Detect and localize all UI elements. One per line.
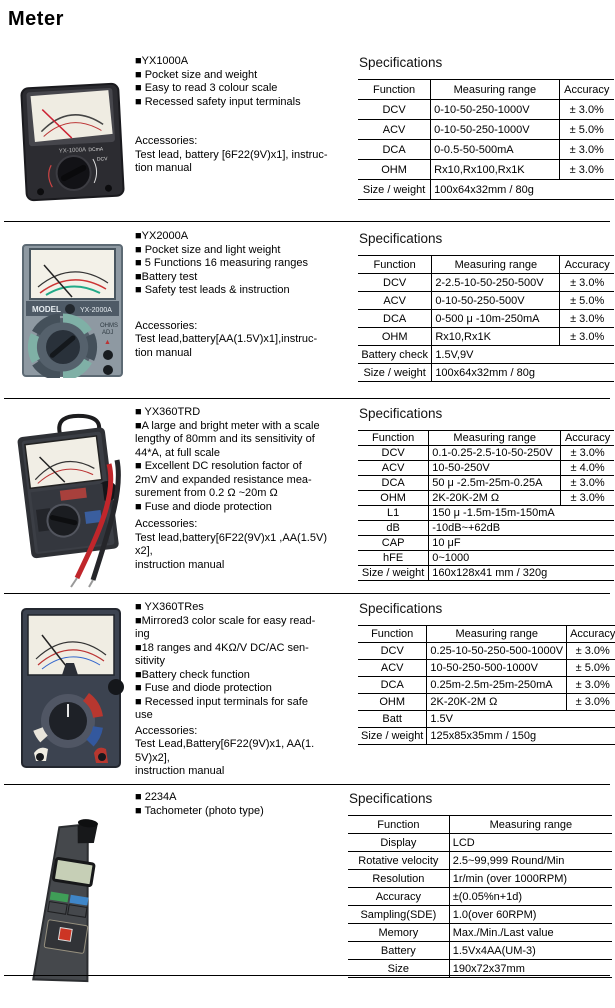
spec-function-cell: Rotative velocity bbox=[348, 852, 449, 870]
spec-function-cell: DCA bbox=[358, 140, 431, 160]
multimeter-illustration bbox=[14, 78, 132, 206]
spec-value-cell: ± 3.0% bbox=[567, 677, 615, 694]
accessory-line: Accessories: bbox=[135, 135, 198, 147]
spec-function-cell: ACV bbox=[358, 292, 432, 310]
section-divider bbox=[4, 593, 610, 594]
feature-line: ■ 5 Functions 16 measuring ranges bbox=[135, 257, 308, 269]
spec-header-cell: Function bbox=[358, 80, 431, 100]
spec-function-cell: hFE bbox=[358, 551, 429, 566]
spec-row bbox=[348, 834, 612, 852]
spec-row bbox=[358, 292, 614, 310]
spec-value-cell: 125x85x35mm / 150g bbox=[427, 728, 615, 745]
specifications-panel bbox=[358, 406, 614, 581]
spec-value-cell: 0-10-50-250-500V bbox=[432, 292, 560, 310]
product-description bbox=[135, 791, 360, 818]
spec-value-cell: 100x64x32mm / 80g bbox=[432, 364, 614, 382]
svg-text:DCV: DCV bbox=[96, 156, 108, 163]
feature-line: ■ Excellent DC resolution factor of bbox=[135, 460, 302, 472]
feature-line: ■YX2000A bbox=[135, 230, 189, 242]
multimeter-illustration bbox=[16, 243, 128, 378]
feature-line: ■YX1000A bbox=[135, 55, 189, 67]
spec-row bbox=[358, 521, 614, 536]
spec-row bbox=[358, 274, 614, 292]
spec-table bbox=[358, 255, 614, 382]
spec-value-cell: 2K-20K-2M Ω bbox=[429, 491, 561, 506]
feature-line: ■Battery test bbox=[135, 270, 198, 283]
accessory-line: tion manual bbox=[135, 162, 192, 174]
accessories-list bbox=[135, 135, 360, 176]
spec-row bbox=[348, 942, 612, 960]
product-photo-yx1000a bbox=[14, 78, 132, 206]
spec-value-cell: ± 3.0% bbox=[560, 310, 614, 328]
specifications-panel bbox=[358, 231, 614, 382]
accessories-list bbox=[135, 320, 360, 361]
spec-value-cell: 160x128x41 mm / 320g bbox=[429, 566, 614, 581]
spec-function-cell: ACV bbox=[358, 461, 429, 476]
svg-text:DCmA: DCmA bbox=[88, 146, 104, 154]
spec-value-cell: ± 3.0% bbox=[567, 694, 615, 711]
product-photo-yx2000a bbox=[16, 243, 128, 378]
spec-value-cell: 0.25m-2.5m-25m-250mA bbox=[427, 677, 567, 694]
spec-value-cell: ± 3.0% bbox=[561, 476, 614, 491]
accessory-line: instruction manual bbox=[135, 558, 225, 571]
spec-value-cell: 1.0(over 60RPM) bbox=[449, 906, 612, 924]
spec-row bbox=[348, 924, 612, 942]
spec-value-cell: 50 μ -2.5m-25m-0.25A bbox=[429, 476, 561, 491]
spec-header-cell: Measuring range bbox=[427, 626, 567, 643]
feature-line: ■ Recessed input terminals for safe bbox=[135, 695, 308, 708]
spec-value-cell: 0-10-50-250-1000V bbox=[431, 120, 559, 140]
accessory-line: tion manual bbox=[135, 346, 192, 359]
spec-header-row bbox=[358, 80, 614, 100]
spec-function-cell: DCV bbox=[358, 643, 427, 660]
spec-header-row bbox=[348, 816, 612, 834]
accessories-list bbox=[135, 725, 360, 779]
spec-value-cell: ± 3.0% bbox=[559, 100, 614, 120]
product-photo-2234a bbox=[22, 803, 122, 993]
spec-value-cell: 2-2.5-10-50-250-500V bbox=[432, 274, 560, 292]
spec-title: Specifications bbox=[359, 601, 443, 616]
spec-header-cell: Measuring range bbox=[431, 80, 559, 100]
feature-line: ■ Fuse and diode protection bbox=[135, 682, 272, 694]
spec-value-cell: ± 3.0% bbox=[559, 140, 614, 160]
spec-header-cell: Function bbox=[358, 431, 429, 446]
spec-value-cell: Rx10,Rx1K bbox=[432, 328, 560, 346]
spec-header-row bbox=[358, 431, 614, 446]
spec-function-cell: DCV bbox=[358, 446, 429, 461]
feature-list bbox=[135, 230, 360, 298]
feature-line: ■18 ranges and 4KΩ/V DC/AC sen- bbox=[135, 641, 309, 654]
spec-header-cell: Accuracy bbox=[559, 80, 614, 100]
feature-list bbox=[135, 406, 360, 514]
spec-row bbox=[358, 476, 614, 491]
spec-title: Specifications bbox=[359, 231, 443, 246]
spec-row bbox=[358, 711, 615, 728]
specifications-panel bbox=[358, 55, 614, 200]
spec-row bbox=[358, 461, 614, 476]
product-description bbox=[135, 601, 360, 779]
spec-row bbox=[358, 328, 614, 346]
spec-value-cell: LCD bbox=[449, 834, 612, 852]
spec-function-cell: DCA bbox=[358, 677, 427, 694]
spec-value-cell: ± 3.0% bbox=[559, 160, 614, 180]
feature-line: ■ Pocket size and weight bbox=[135, 68, 258, 81]
spec-row bbox=[358, 728, 615, 745]
multimeter-illustration bbox=[10, 605, 130, 770]
accessory-line: Test lead,battery[AA(1.5V)x1],instruc- bbox=[135, 333, 318, 345]
feature-line: ■ Easy to read 3 colour scale bbox=[135, 82, 278, 94]
spec-row bbox=[358, 364, 614, 382]
feature-line: ■A large and bright meter with a scale bbox=[135, 419, 320, 432]
specifications-panel bbox=[348, 791, 612, 978]
svg-text:MODEL: MODEL bbox=[32, 305, 61, 314]
spec-function-cell: Battery bbox=[348, 942, 449, 960]
spec-value-cell: 0-10-50-250-1000V bbox=[431, 100, 559, 120]
spec-function-cell: Resolution bbox=[348, 870, 449, 888]
spec-row bbox=[358, 346, 614, 364]
feature-line: ■Battery check function bbox=[135, 668, 250, 681]
svg-text:YX-1000A: YX-1000A bbox=[58, 147, 87, 155]
spec-value-cell: 1r/min (over 1000RPM) bbox=[449, 870, 612, 888]
spec-function-cell: dB bbox=[358, 521, 429, 536]
spec-function-cell: Size / weight bbox=[358, 728, 427, 745]
feature-line: 44*A, at full scale bbox=[135, 446, 220, 459]
spec-row bbox=[358, 694, 615, 711]
accessory-line: Accessories: bbox=[135, 319, 198, 332]
spec-value-cell: -10dB~+62dB bbox=[429, 521, 614, 536]
spec-value-cell: 0-500 μ -10m-250mA bbox=[432, 310, 560, 328]
spec-row bbox=[358, 536, 614, 551]
feature-line: sitivity bbox=[135, 655, 165, 667]
product-photo-yx360trd bbox=[5, 410, 135, 588]
spec-value-cell: 150 μ -1.5m-15m-150mA bbox=[429, 506, 614, 521]
spec-value-cell: Max./Min./Last value bbox=[449, 924, 612, 942]
spec-row bbox=[348, 870, 612, 888]
section-divider bbox=[4, 221, 610, 222]
spec-value-cell: ± 3.0% bbox=[561, 446, 614, 461]
spec-value-cell: ± 3.0% bbox=[560, 328, 614, 346]
spec-function-cell: L1 bbox=[358, 506, 429, 521]
spec-row bbox=[358, 506, 614, 521]
spec-row bbox=[358, 180, 614, 200]
feature-line: ■ YX360TRes bbox=[135, 601, 204, 613]
section-divider bbox=[4, 975, 610, 976]
page-title: Meter bbox=[8, 8, 64, 30]
spec-value-cell: 1.5V,9V bbox=[432, 346, 614, 364]
spec-row bbox=[358, 551, 614, 566]
spec-row bbox=[358, 446, 614, 461]
spec-function-cell: DCV bbox=[358, 100, 431, 120]
svg-text:ADJ: ADJ bbox=[102, 330, 114, 336]
spec-header-cell: Measuring range bbox=[432, 256, 560, 274]
spec-row bbox=[358, 310, 614, 328]
spec-header-row bbox=[358, 256, 614, 274]
spec-row bbox=[358, 160, 614, 180]
spec-header-cell: Accuracy bbox=[567, 626, 615, 643]
feature-list bbox=[135, 55, 360, 109]
spec-function-cell: Accuracy bbox=[348, 888, 449, 906]
spec-function-cell: Size bbox=[348, 960, 449, 978]
spec-value-cell: ± 3.0% bbox=[560, 274, 614, 292]
spec-row bbox=[358, 643, 615, 660]
spec-function-cell: Size / weight bbox=[358, 180, 431, 200]
spec-value-cell: 2K-20K-2M Ω bbox=[427, 694, 567, 711]
spec-value-cell: 10-50-250V bbox=[429, 461, 561, 476]
spec-value-cell: 0.1-0.25-2.5-10-50-250V bbox=[429, 446, 561, 461]
spec-header-cell: Measuring range bbox=[429, 431, 561, 446]
spec-function-cell: Memory bbox=[348, 924, 449, 942]
spec-value-cell: ± 5.0% bbox=[567, 660, 615, 677]
spec-header-cell: Function bbox=[358, 626, 427, 643]
spec-header-cell: Accuracy bbox=[561, 431, 614, 446]
spec-function-cell: Size / weight bbox=[358, 566, 429, 581]
spec-value-cell: 10 μF bbox=[429, 536, 614, 551]
accessories-list bbox=[135, 518, 360, 572]
spec-value-cell: 100x64x32mm / 80g bbox=[431, 180, 614, 200]
accessory-line: Test lead, battery [6F22(9V)x1], instruc- bbox=[135, 148, 328, 161]
feature-line: lengthy of 80mm and its sensitivity of bbox=[135, 433, 315, 445]
feature-list bbox=[135, 601, 360, 723]
spec-row bbox=[348, 888, 612, 906]
spec-value-cell: ± 5.0% bbox=[560, 292, 614, 310]
spec-value-cell: 0.25-10-50-250-500-1000V bbox=[427, 643, 567, 660]
spec-function-cell: OHM bbox=[358, 491, 429, 506]
spec-function-cell: Sampling(SDE) bbox=[348, 906, 449, 924]
feature-line: ■ Recessed safety input terminals bbox=[135, 95, 301, 108]
spec-row bbox=[358, 140, 614, 160]
spec-function-cell: OHM bbox=[358, 160, 431, 180]
multimeter-with-leads-illustration bbox=[5, 410, 135, 588]
spec-row bbox=[358, 677, 615, 694]
spec-header-row bbox=[358, 626, 615, 643]
product-description bbox=[135, 230, 360, 360]
spec-value-cell: 1.5Vx4AA(UM-3) bbox=[449, 942, 612, 960]
spec-function-cell: ACV bbox=[358, 120, 431, 140]
feature-line: 2mV and expanded resistance mea- bbox=[135, 473, 312, 486]
spec-function-cell: OHM bbox=[358, 694, 427, 711]
spec-value-cell: 10-50-250-500-1000V bbox=[427, 660, 567, 677]
spec-value-cell: 1.5V bbox=[427, 711, 615, 728]
product-photo-yx360tres bbox=[10, 605, 130, 770]
spec-function-cell: DCV bbox=[358, 274, 432, 292]
spec-title: Specifications bbox=[349, 791, 433, 806]
spec-table bbox=[358, 79, 614, 200]
section-divider bbox=[4, 398, 610, 399]
spec-table bbox=[348, 815, 612, 978]
spec-table bbox=[358, 430, 614, 581]
spec-title: Specifications bbox=[359, 55, 443, 70]
spec-row bbox=[358, 660, 615, 677]
svg-text:YX-2000A: YX-2000A bbox=[80, 307, 112, 314]
accessory-line: Accessories: bbox=[135, 724, 198, 737]
svg-text:▲: ▲ bbox=[104, 339, 111, 346]
spec-value-cell: ±(0.05%n+1d) bbox=[449, 888, 612, 906]
specifications-panel bbox=[358, 601, 614, 745]
spec-function-cell: CAP bbox=[358, 536, 429, 551]
spec-row bbox=[358, 120, 614, 140]
spec-function-cell: Battery check bbox=[358, 346, 432, 364]
feature-line: ■ Fuse and diode protection bbox=[135, 500, 272, 513]
spec-value-cell: 190x72x37mm bbox=[449, 960, 612, 978]
feature-line: ing bbox=[135, 628, 150, 640]
accessory-line: Test Lead,Battery[6F22(9V)x1, AA(1. bbox=[135, 738, 315, 750]
accessory-line: 5V)x2], bbox=[135, 751, 170, 764]
spec-value-cell: ± 5.0% bbox=[559, 120, 614, 140]
product-description bbox=[135, 406, 360, 572]
feature-line: surement from 0.2 Ω ~20m Ω bbox=[135, 487, 278, 499]
feature-line: ■ 2234A bbox=[135, 791, 177, 803]
tachometer-illustration bbox=[22, 803, 122, 993]
spec-function-cell: Batt bbox=[358, 711, 427, 728]
spec-value-cell: 0~1000 bbox=[429, 551, 614, 566]
feature-line: ■ Tachometer (photo type) bbox=[135, 804, 264, 817]
spec-value-cell: ± 3.0% bbox=[567, 643, 615, 660]
spec-function-cell: Size / weight bbox=[358, 364, 432, 382]
svg-text:OHMS: OHMS bbox=[100, 323, 118, 329]
spec-row bbox=[348, 852, 612, 870]
spec-title: Specifications bbox=[359, 406, 443, 421]
spec-row bbox=[348, 906, 612, 924]
spec-value-cell: 0-0.5-50-500mA bbox=[431, 140, 559, 160]
spec-value-cell: ± 4.0% bbox=[561, 461, 614, 476]
feature-line: use bbox=[135, 709, 153, 721]
spec-value-cell: Rx10,Rx100,Rx1K bbox=[431, 160, 559, 180]
spec-header-cell: Measuring range bbox=[449, 816, 612, 834]
spec-table bbox=[358, 625, 615, 745]
spec-row bbox=[358, 100, 614, 120]
accessory-line: Accessories: bbox=[135, 518, 198, 530]
section-divider bbox=[4, 784, 610, 785]
spec-value-cell: ± 3.0% bbox=[561, 491, 614, 506]
spec-row bbox=[358, 566, 614, 581]
feature-line: ■ Pocket size and light weight bbox=[135, 243, 281, 256]
spec-value-cell: 2.5~99,999 Round/Min bbox=[449, 852, 612, 870]
spec-function-cell: OHM bbox=[358, 328, 432, 346]
feature-list bbox=[135, 791, 360, 818]
spec-function-cell: DCA bbox=[358, 310, 432, 328]
spec-function-cell: ACV bbox=[358, 660, 427, 677]
spec-row bbox=[358, 491, 614, 506]
spec-header-cell: Function bbox=[348, 816, 449, 834]
feature-line: ■ YX360TRD bbox=[135, 406, 201, 418]
feature-line: ■Mirrored3 color scale for easy read- bbox=[135, 614, 316, 627]
accessory-line: Test lead,battery[6F22(9V)x1 ,AA(1.5V) bbox=[135, 531, 327, 544]
accessory-line: instruction manual bbox=[135, 765, 225, 777]
product-description bbox=[135, 55, 360, 176]
spec-function-cell: Display bbox=[348, 834, 449, 852]
accessory-line: x2], bbox=[135, 545, 153, 557]
spec-function-cell: DCA bbox=[358, 476, 429, 491]
spec-header-cell: Function bbox=[358, 256, 432, 274]
feature-line: ■ Safety test leads & instruction bbox=[135, 284, 290, 296]
spec-header-cell: Accuracy bbox=[560, 256, 614, 274]
